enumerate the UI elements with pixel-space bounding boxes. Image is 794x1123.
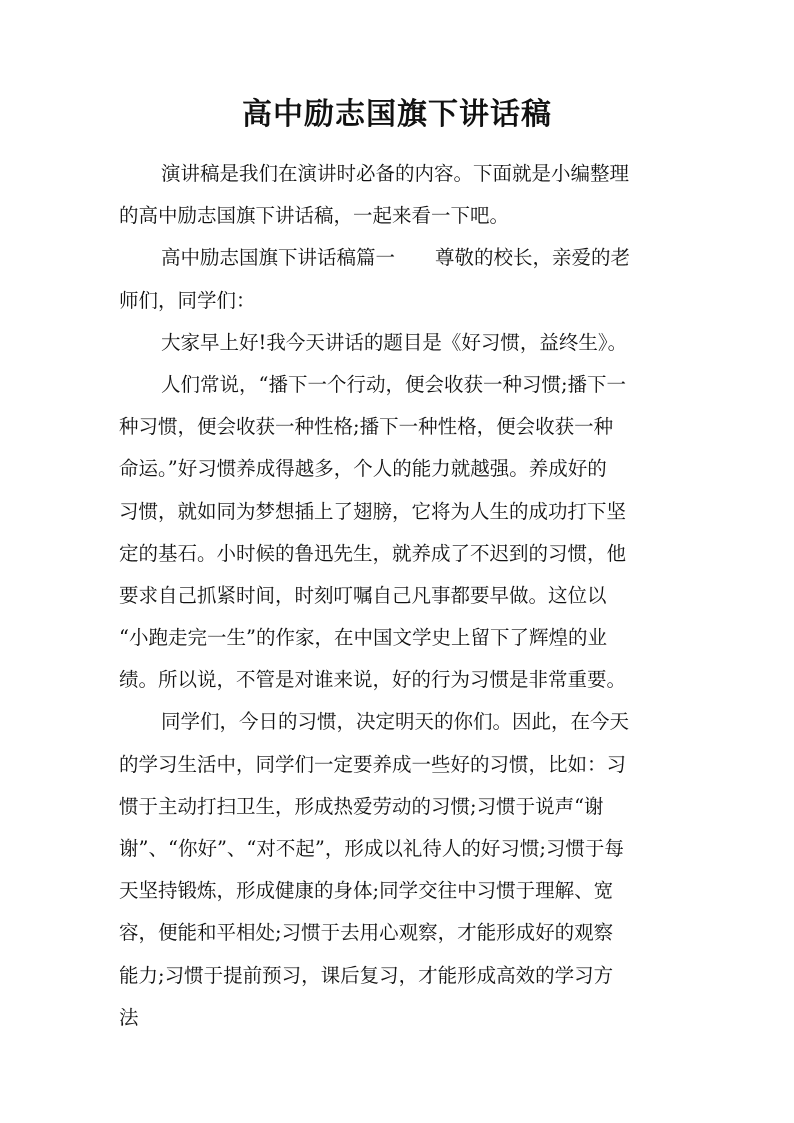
paragraph-line: 习惯，就如同为梦想插上了翅膀，它将为人生的成功打下坚 (119, 499, 627, 523)
paragraph-line: 能力;习惯于提前预习，课后复习，才能形成高效的学习方 (119, 963, 614, 987)
paragraph-line: 定的基石。小时候的鲁迅先生，就养成了不迟到的习惯，他 (119, 541, 627, 565)
paragraph-line: “小跑走完一生”的作家，在中国文学史上留下了辉煌的业 (119, 626, 607, 650)
paragraph-line: 绩。所以说，不管是对谁来说，好的行为习惯是非常重要。 (119, 668, 627, 692)
paragraph-line: 种习惯，便会收获一种性格;播下一种性格，便会收获一种 (119, 415, 614, 439)
paragraph-line: 师们，同学们： (119, 288, 256, 312)
paragraph-line: 命运。”好习惯养成得越多，个人的能力就越强。养成好的 (119, 457, 607, 481)
paragraph-line: 的高中励志国旗下讲话稿，一起来看一下吧。 (119, 204, 510, 228)
paragraph-line: 的学习生活中，同学们一定要养成一些好的习惯，比如：习 (119, 752, 627, 776)
paragraph-line: 演讲稿是我们在演讲时必备的内容。下面就是小编整理 (161, 162, 630, 185)
paragraph-line: 同学们，今日的习惯，决定明天的你们。因此，在今天 (161, 710, 630, 734)
paragraph-line: 要求自己抓紧时间，时刻叮嘱自己凡事都要早做。这位以 (119, 583, 607, 607)
salutation-text: 尊敬的校长，亲爱的老 (435, 246, 631, 270)
paragraph-line: 法 (119, 1005, 139, 1029)
document-title: 高中励志国旗下讲话稿 (242, 97, 552, 132)
paragraph-line: 惯于主动打扫卫生，形成热爱劳动的习惯;习惯于说声“谢 (119, 794, 604, 818)
paragraph-line: 天坚持锻炼，形成健康的身体;同学交往中习惯于理解、宽 (119, 879, 614, 903)
paragraph-line: 谢”、“你好”、“对不起”，形成以礼待人的好习惯;习惯于每 (119, 837, 624, 860)
paragraph-line: 容，便能和平相处;习惯于去用心观察，才能形成好的观察 (119, 921, 614, 945)
section-heading: 高中励志国旗下讲话稿篇一 (161, 246, 396, 270)
paragraph-line: 大家早上好!我今天讲话的题目是《好习惯，益终生》。 (161, 330, 628, 354)
document-body (119, 153, 681, 1039)
paragraph-line (119, 237, 681, 279)
paragraph-line: 人们常说，“播下一个行动，便会收获一种习惯;播下一 (161, 372, 627, 396)
